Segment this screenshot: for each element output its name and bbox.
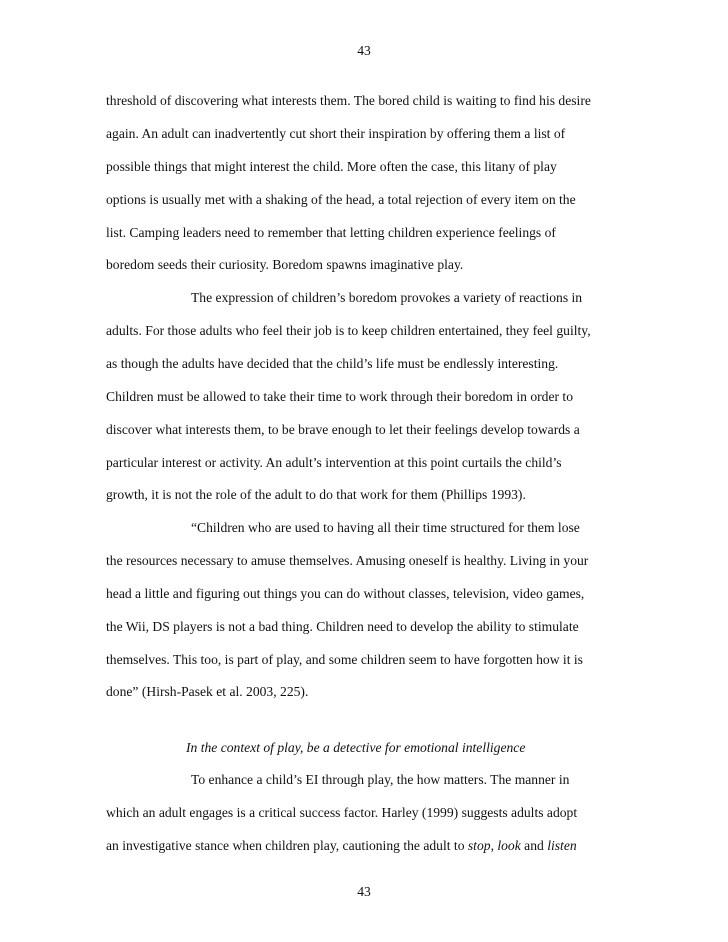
section-heading: In the context of play, be a detective for emotional intelligence xyxy=(186,740,526,755)
body-line: discover what interests them, to be brave enough to let their feelings develop towards a xyxy=(106,422,580,437)
last-line-separator: , xyxy=(490,838,498,853)
body-line: again. An adult can inadvertently cut short their inspiration by offering them a list of xyxy=(106,126,566,141)
body-line: options is usually met with a shaking of the head, a total rejection of every item on the xyxy=(106,192,576,207)
quote-line: themselves. This too, is part of play, and some children seem to have forgotten how it is xyxy=(106,652,583,667)
last-line-text: an investigative stance when children play, cautioning the adult to xyxy=(106,838,468,853)
body-line: adults. For those adults who feel their job is to keep children entertained, they feel guilty, xyxy=(106,323,591,338)
emphasis-stop: stop xyxy=(467,838,491,853)
emphasis-look: look xyxy=(497,838,521,853)
body-line: growth, it is not the role of the adult to do that work for them (Phillips 1993). xyxy=(106,487,526,502)
body-line-last xyxy=(106,838,577,854)
quote-line: the resources necessary to amuse themselves. Amusing oneself is healthy. Living in your xyxy=(106,553,589,568)
body-line: list. Camping leaders need to remember that letting children experience feelings of xyxy=(106,225,556,240)
body-line: particular interest or activity. An adult’s intervention at this point curtails the child’s xyxy=(106,455,562,470)
last-line-separator: and xyxy=(520,838,548,853)
body-line-indented: The expression of children’s boredom provokes a variety of reactions in xyxy=(191,290,583,305)
body-line: which an adult engages is a critical success factor. Harley (1999) suggests adults adopt xyxy=(106,805,578,820)
page-number-bottom: 43 xyxy=(357,884,371,899)
body-line: possible things that might interest the child. More often the case, this litany of play xyxy=(106,159,557,174)
emphasis-listen: listen xyxy=(547,838,577,853)
body-line: Children must be allowed to take their time to work through their boredom in order to xyxy=(106,389,573,404)
quote-line: head a little and figuring out things you can do without classes, television, video games, xyxy=(106,586,585,601)
body-line: boredom seeds their curiosity. Boredom spawns imaginative play. xyxy=(106,257,464,272)
quote-line: done” (Hirsh-Pasek et al. 2003, 225). xyxy=(106,684,309,699)
page-number-top: 43 xyxy=(357,43,371,58)
quote-line-indented: “Children who are used to having all their time structured for them lose xyxy=(191,520,580,535)
quote-line: the Wii, DS players is not a bad thing. Children need to develop the ability to stimulate xyxy=(106,619,579,634)
body-line: as though the adults have decided that the child’s life must be endlessly interesting. xyxy=(106,356,559,371)
body-line-indented: To enhance a child’s EI through play, the how matters. The manner in xyxy=(191,772,570,787)
body-line: threshold of discovering what interests them. The bored child is waiting to find his desire xyxy=(106,93,591,108)
